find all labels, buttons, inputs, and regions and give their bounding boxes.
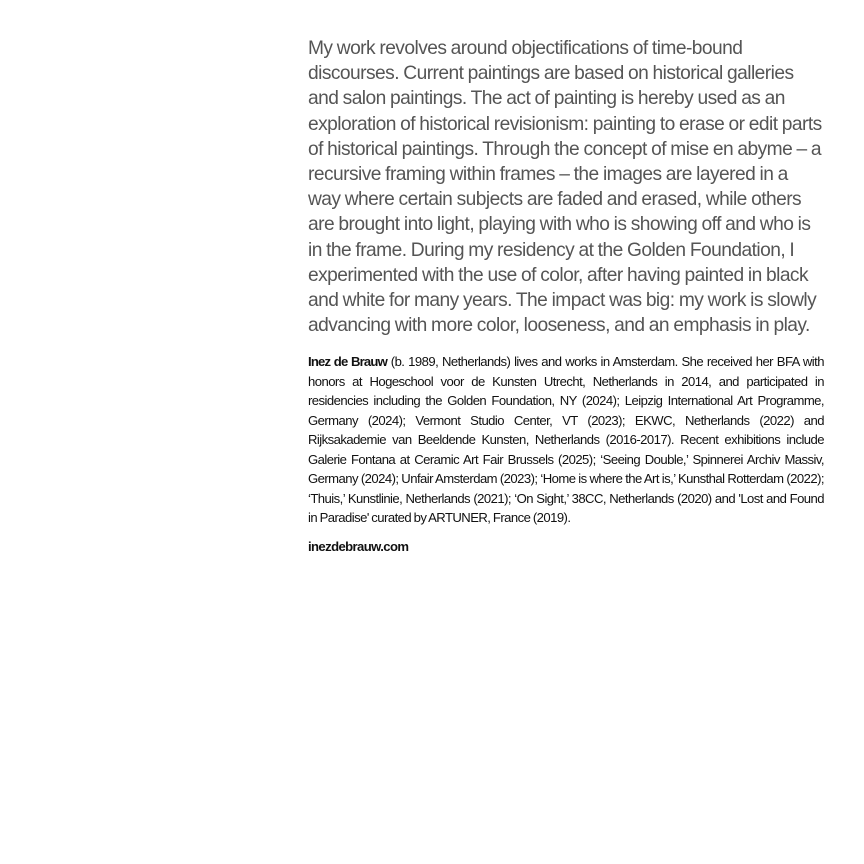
artist-name: Inez de Brauw bbox=[308, 354, 387, 370]
artist-text-column bbox=[308, 36, 824, 554]
artist-bio-text: (b. 1989, Netherlands) lives and works in Amsterdam. She received her BFA with honors at Hogeschool voor de Kunsten Utrecht, Netherlands in 2014, and participated in residencies including the Golden Foundation, NY (2024); Leipzig International Art Programme, Germany (2024); Vermont Studio Center, VT (2023); EKWC, Netherlands (2022) and Rijksakademie van Beeldende Kunsten, Netherlands (2016-2017). Recent exhibitions include Galerie Fontana at Ceramic Art Fair Brussels (2025); ‘Seeing Double,’ Spinnerei Archiv Massiv, Germany (2024); Unfair Amsterdam (2023); ‘Home is where the Art is,’ Kunsthal Rotterdam (2022); ‘Thuis,’ Kunstlinie, Netherlands (2021); ‘On Sight,’ 38CC, Netherlands (2020) and 'Lost and Found in Paradise' curated by ARTUNER, France (2019). bbox=[308, 354, 824, 526]
artist-bio bbox=[308, 352, 824, 528]
artist-website-link[interactable]: inezdebrauw.com bbox=[308, 538, 409, 554]
artist-statement: My work revolves around objectifications of time-bound discourses. Current paintings are based on historical galleries and salon paintings. The act of painting is hereby used as an exploration of historical revisionism: painting to erase or edit parts of historical paintings. Through the concept of mise en abyme – a recursive framing within frames – the images are layered in a way where certain subjects are faded and erased, while others are brought into light, playing with who is showing off and who is in the frame. During my residency at the Golden Foundation, I experimented with the use of color, after having painted in black and white for many years. The impact was big: my work is slowly advancing with more color, looseness, and an emphasis in play. bbox=[308, 38, 822, 337]
